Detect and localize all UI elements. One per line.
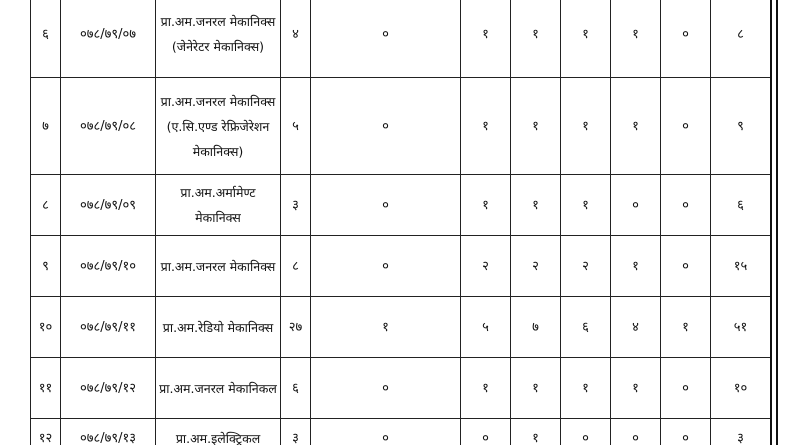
total-cell: १५ xyxy=(711,236,771,297)
post-name-cell: प्रा.अम.जनरल मेकानिक्स (ए.सि.एण्ड रेफ्रिजेरेशन मेकानिक्स) xyxy=(156,78,281,175)
code-cell: ०७८/७९/०७ xyxy=(61,0,156,78)
col-a-cell: ३ xyxy=(281,419,311,445)
col-g-cell: ० xyxy=(661,0,711,78)
col-g-cell: ० xyxy=(661,358,711,419)
total-cell: ३ xyxy=(711,419,771,445)
serial-cell: ७ xyxy=(31,78,61,175)
col-c-cell: २ xyxy=(461,236,511,297)
col-f-cell: १ xyxy=(611,236,661,297)
col-a-cell: ३ xyxy=(281,175,311,236)
col-c-cell: ५ xyxy=(461,297,511,358)
col-g-cell: ० xyxy=(661,419,711,445)
table-row xyxy=(31,236,771,297)
table-row xyxy=(31,297,771,358)
col-b-cell: ० xyxy=(311,0,461,78)
col-b-cell: ० xyxy=(311,175,461,236)
serial-cell: ६ xyxy=(31,0,61,78)
col-a-cell: २७ xyxy=(281,297,311,358)
serial-cell: ११ xyxy=(31,358,61,419)
col-e-cell: १ xyxy=(561,0,611,78)
col-b-cell: ० xyxy=(311,236,461,297)
total-cell: ९ xyxy=(711,78,771,175)
col-d-cell: १ xyxy=(511,419,561,445)
serial-cell: ९ xyxy=(31,236,61,297)
col-d-cell: १ xyxy=(511,358,561,419)
table-row xyxy=(31,78,771,175)
col-b-cell: ० xyxy=(311,419,461,445)
code-cell: ०७८/७९/०८ xyxy=(61,78,156,175)
total-cell: १० xyxy=(711,358,771,419)
col-g-cell: १ xyxy=(661,297,711,358)
post-name-cell: प्रा.अम.जनरल मेकानिकल xyxy=(156,358,281,419)
serial-cell: ८ xyxy=(31,175,61,236)
col-a-cell: ४ xyxy=(281,0,311,78)
col-a-cell: ६ xyxy=(281,358,311,419)
col-e-cell: १ xyxy=(561,175,611,236)
code-cell: ०७८/७९/११ xyxy=(61,297,156,358)
post-name-cell: प्रा.अम.अर्मामेण्ट मेकानिक्स xyxy=(156,175,281,236)
total-cell: ६ xyxy=(711,175,771,236)
col-f-cell: ० xyxy=(611,175,661,236)
positions-table xyxy=(30,0,771,445)
col-d-cell: २ xyxy=(511,236,561,297)
table-row xyxy=(31,358,771,419)
col-c-cell: १ xyxy=(461,358,511,419)
col-a-cell: ५ xyxy=(281,78,311,175)
col-f-cell: १ xyxy=(611,78,661,175)
table-row xyxy=(31,0,771,78)
col-d-cell: १ xyxy=(511,175,561,236)
col-a-cell: ८ xyxy=(281,236,311,297)
col-f-cell: १ xyxy=(611,0,661,78)
col-e-cell: ६ xyxy=(561,297,611,358)
col-b-cell: ० xyxy=(311,78,461,175)
table-row xyxy=(31,419,771,445)
col-e-cell: ० xyxy=(561,419,611,445)
col-e-cell: २ xyxy=(561,236,611,297)
col-d-cell: १ xyxy=(511,0,561,78)
col-c-cell: १ xyxy=(461,78,511,175)
post-name-cell: प्रा.अम.इलेक्ट्रिकल xyxy=(156,419,281,445)
total-cell: ८ xyxy=(711,0,771,78)
col-d-cell: १ xyxy=(511,78,561,175)
post-name-cell: प्रा.अम.जनरल मेकानिक्स (जेनेरेटर मेकानिक्स) xyxy=(156,0,281,78)
col-f-cell: ४ xyxy=(611,297,661,358)
code-cell: ०७८/७९/०९ xyxy=(61,175,156,236)
col-d-cell: ७ xyxy=(511,297,561,358)
col-f-cell: १ xyxy=(611,358,661,419)
col-e-cell: १ xyxy=(561,358,611,419)
col-f-cell: ० xyxy=(611,419,661,445)
outer-border-line xyxy=(770,0,772,445)
col-c-cell: ० xyxy=(461,419,511,445)
table-row xyxy=(31,175,771,236)
col-b-cell: १ xyxy=(311,297,461,358)
serial-cell: १२ xyxy=(31,419,61,445)
serial-cell: १० xyxy=(31,297,61,358)
code-cell: ०७८/७९/१२ xyxy=(61,358,156,419)
col-g-cell: ० xyxy=(661,78,711,175)
post-name-cell: प्रा.अम.जनरल मेकानिक्स xyxy=(156,236,281,297)
outer-border-line xyxy=(776,0,778,445)
total-cell: ५१ xyxy=(711,297,771,358)
code-cell: ०७८/७९/१३ xyxy=(61,419,156,445)
col-c-cell: १ xyxy=(461,0,511,78)
col-g-cell: ० xyxy=(661,236,711,297)
col-g-cell: ० xyxy=(661,175,711,236)
col-b-cell: ० xyxy=(311,358,461,419)
code-cell: ०७८/७९/१० xyxy=(61,236,156,297)
col-c-cell: १ xyxy=(461,175,511,236)
post-name-cell: प्रा.अम.रेडियो मेकानिक्स xyxy=(156,297,281,358)
col-e-cell: १ xyxy=(561,78,611,175)
